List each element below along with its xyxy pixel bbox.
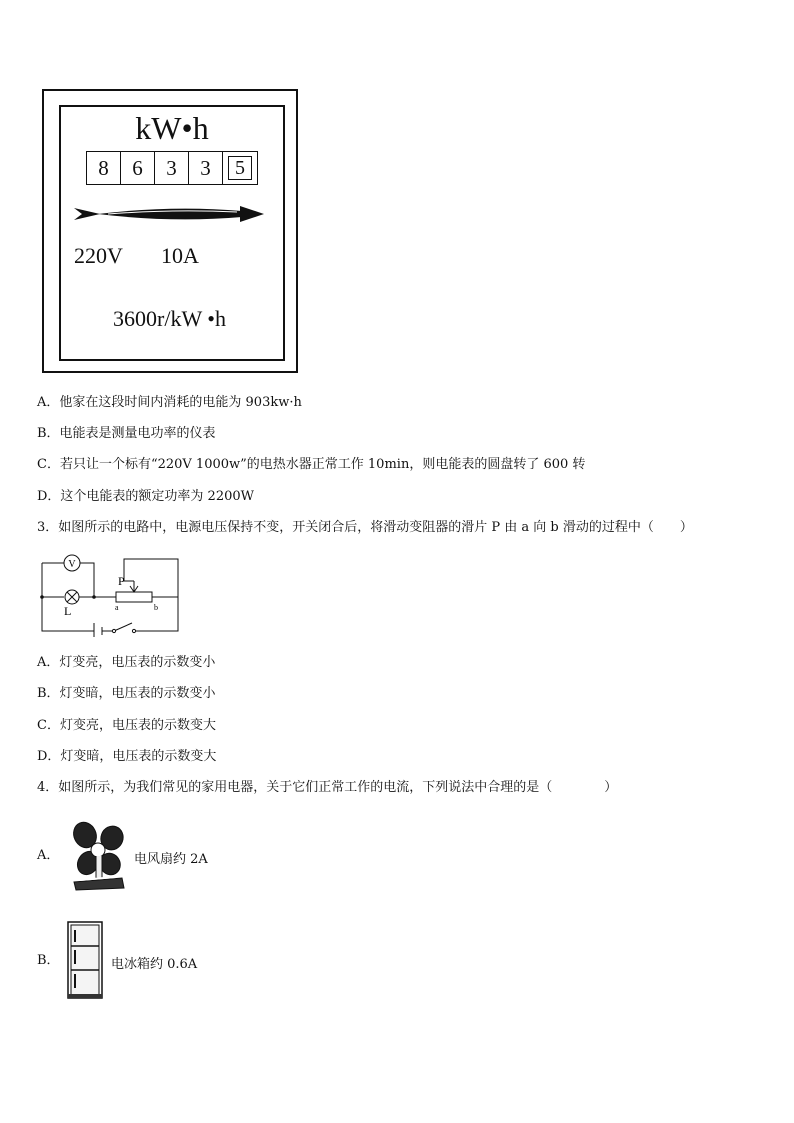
- q4-stem: 4．如图所示，为我们常见的家用电器，关于它们正常工作的电流，下列说法中合理的是（ ）: [37, 780, 618, 795]
- q3-stem: 3．如图所示的电路中，电源电压保持不变，开关闭合后，将滑动变阻器的滑片 P 由 a 向 b 滑动的过程中（ ）: [37, 520, 693, 535]
- q3-circuit-diagram: [38, 551, 180, 637]
- q2-option-d: D．这个电能表的额定功率为 2200W: [37, 489, 255, 504]
- meter-current: 10A: [161, 243, 199, 268]
- meter-digit-decimal: [223, 152, 257, 184]
- meter-digit: 3: [189, 152, 223, 184]
- q3-option-d: D．灯变暗，电压表的示数变大: [37, 749, 217, 764]
- fridge-icon: [65, 920, 105, 1000]
- rheostat-end-a: a: [115, 603, 119, 612]
- lamp-label: L: [64, 604, 72, 618]
- slider-label: P: [118, 574, 125, 588]
- circuit-junction: [40, 595, 44, 599]
- switch-contact: [132, 629, 135, 632]
- meter-digit: 8: [87, 152, 121, 184]
- q2-option-b: B．电能表是测量电功率的仪表: [37, 426, 216, 441]
- switch-contact: [112, 629, 115, 632]
- meter-voltage: 220V: [74, 243, 123, 268]
- meter-pointer-icon: [72, 202, 268, 226]
- meter-unit: kW•h: [135, 110, 209, 146]
- q3-option-c: C．灯变亮，电压表的示数变大: [37, 718, 216, 733]
- q4-option-b-letter: B．: [37, 953, 60, 968]
- voltmeter-label: V: [68, 559, 76, 570]
- meter-digit: 3: [155, 152, 189, 184]
- q4-option-a-caption: 电风扇约 2A: [134, 852, 208, 867]
- meter-digits: [86, 151, 258, 185]
- q3-option-a: A．灯变亮，电压表的示数变小: [37, 655, 216, 670]
- q2-option-a: A．他家在这段时间内消耗的电能为 903kw·h: [37, 395, 302, 410]
- meter-constant: 3600r/kW •h: [113, 306, 227, 331]
- fan-icon: [66, 818, 126, 892]
- q4-option-b-caption: 电冰箱约 0.6A: [111, 957, 198, 972]
- circuit-junction: [92, 595, 96, 599]
- meter-digit-decimal-value: 5: [228, 156, 252, 180]
- meter-digit: 6: [121, 152, 155, 184]
- rheostat-end-b: b: [154, 603, 158, 612]
- q3-option-b: B．灯变暗，电压表的示数变小: [37, 686, 216, 701]
- q4-option-a-letter: A．: [37, 848, 60, 863]
- q2-option-c: C．若只让一个标有“220V 1000w”的电热水器正常工作 10min，则电能表的圆盘转了 600 转: [37, 457, 586, 472]
